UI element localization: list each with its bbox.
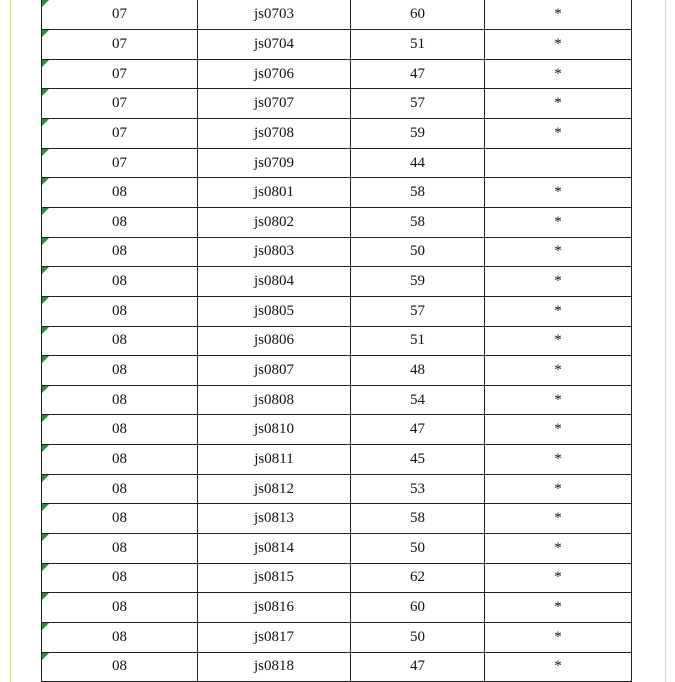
mark-cell[interactable]: *: [485, 237, 632, 267]
mark-cell[interactable]: *: [485, 445, 632, 475]
id-cell[interactable]: js0808: [198, 385, 351, 415]
table-row: [42, 89, 632, 119]
score-cell[interactable]: 48: [351, 356, 485, 386]
score-cell[interactable]: 51: [351, 326, 485, 356]
group-cell[interactable]: 08: [42, 534, 198, 564]
table-row: [42, 504, 632, 534]
group-cell[interactable]: 08: [42, 652, 198, 682]
id-cell[interactable]: js0816: [198, 593, 351, 623]
score-cell[interactable]: 59: [351, 119, 485, 149]
mark-cell[interactable]: *: [485, 474, 632, 504]
score-cell[interactable]: 47: [351, 652, 485, 682]
group-cell[interactable]: 08: [42, 445, 198, 475]
group-cell[interactable]: 08: [42, 356, 198, 386]
error-indicator-icon: [42, 119, 49, 126]
id-cell[interactable]: js0704: [198, 30, 351, 60]
group-cell[interactable]: 08: [42, 326, 198, 356]
mark-cell[interactable]: [485, 148, 632, 178]
error-indicator-icon: [42, 178, 49, 185]
error-indicator-icon: [42, 415, 49, 422]
id-cell[interactable]: js0707: [198, 89, 351, 119]
group-cell[interactable]: 08: [42, 207, 198, 237]
table-row: [42, 356, 632, 386]
error-indicator-icon: [42, 445, 49, 452]
table-row: [42, 385, 632, 415]
id-cell[interactable]: js0810: [198, 415, 351, 445]
table-row: [42, 59, 632, 89]
error-indicator-icon: [42, 297, 49, 304]
error-indicator-icon: [42, 356, 49, 363]
error-indicator-icon: [42, 60, 49, 67]
group-cell[interactable]: 08: [42, 622, 198, 652]
mark-cell[interactable]: *: [485, 415, 632, 445]
id-cell[interactable]: js0801: [198, 178, 351, 208]
mark-cell[interactable]: *: [485, 89, 632, 119]
mark-cell[interactable]: *: [485, 504, 632, 534]
id-cell[interactable]: js0709: [198, 148, 351, 178]
score-cell[interactable]: 60: [351, 593, 485, 623]
table-row: [42, 415, 632, 445]
id-cell[interactable]: js0803: [198, 237, 351, 267]
id-cell[interactable]: js0804: [198, 267, 351, 297]
score-cell[interactable]: 58: [351, 178, 485, 208]
score-cell[interactable]: 58: [351, 504, 485, 534]
mark-cell[interactable]: *: [485, 178, 632, 208]
id-cell[interactable]: js0802: [198, 207, 351, 237]
group-cell[interactable]: 08: [42, 267, 198, 297]
group-cell[interactable]: 07: [42, 59, 198, 89]
score-cell[interactable]: 58: [351, 207, 485, 237]
group-cell[interactable]: 08: [42, 296, 198, 326]
id-cell[interactable]: js0811: [198, 445, 351, 475]
score-cell[interactable]: 62: [351, 563, 485, 593]
id-cell[interactable]: js0815: [198, 563, 351, 593]
score-cell[interactable]: 47: [351, 59, 485, 89]
table-row: [42, 296, 632, 326]
score-cell[interactable]: 57: [351, 89, 485, 119]
mark-cell[interactable]: *: [485, 119, 632, 149]
right-margin-guide: [665, 0, 666, 682]
mark-cell[interactable]: *: [485, 534, 632, 564]
id-cell[interactable]: js0807: [198, 356, 351, 386]
error-indicator-icon: [42, 149, 49, 156]
group-cell[interactable]: 08: [42, 504, 198, 534]
score-cell[interactable]: 60: [351, 0, 485, 30]
left-margin-guide: [10, 0, 11, 682]
group-cell[interactable]: 08: [42, 237, 198, 267]
score-cell[interactable]: 50: [351, 534, 485, 564]
score-cell[interactable]: 50: [351, 622, 485, 652]
table-row: [42, 30, 632, 60]
group-cell[interactable]: 08: [42, 563, 198, 593]
table-row: [42, 326, 632, 356]
mark-cell[interactable]: *: [485, 0, 632, 30]
group-cell[interactable]: 07: [42, 89, 198, 119]
mark-cell[interactable]: *: [485, 296, 632, 326]
mark-cell[interactable]: *: [485, 622, 632, 652]
mark-cell[interactable]: *: [485, 30, 632, 60]
error-indicator-icon: [42, 327, 49, 334]
table-row: [42, 148, 632, 178]
table-row: [42, 119, 632, 149]
score-cell[interactable]: 57: [351, 296, 485, 326]
table-row: [42, 534, 632, 564]
group-cell[interactable]: 07: [42, 148, 198, 178]
score-cell[interactable]: 45: [351, 445, 485, 475]
error-indicator-icon: [42, 30, 49, 37]
mark-cell[interactable]: *: [485, 563, 632, 593]
mark-cell[interactable]: *: [485, 652, 632, 682]
score-cell[interactable]: 50: [351, 237, 485, 267]
mark-cell[interactable]: *: [485, 326, 632, 356]
table-row: [42, 652, 632, 682]
id-cell[interactable]: js0817: [198, 622, 351, 652]
mark-cell[interactable]: *: [485, 385, 632, 415]
table-row: [42, 563, 632, 593]
data-table-container: [41, 0, 631, 682]
id-cell[interactable]: js0706: [198, 59, 351, 89]
mark-cell[interactable]: *: [485, 267, 632, 297]
score-cell[interactable]: 59: [351, 267, 485, 297]
error-indicator-icon: [42, 475, 49, 482]
group-cell[interactable]: 08: [42, 385, 198, 415]
error-indicator-icon: [42, 267, 49, 274]
error-indicator-icon: [42, 534, 49, 541]
table-row: [42, 593, 632, 623]
error-indicator-icon: [42, 504, 49, 511]
table-row: [42, 445, 632, 475]
id-cell[interactable]: js0813: [198, 504, 351, 534]
id-cell[interactable]: js0708: [198, 119, 351, 149]
mark-cell[interactable]: *: [485, 207, 632, 237]
id-cell[interactable]: js0703: [198, 0, 351, 30]
id-cell[interactable]: js0806: [198, 326, 351, 356]
table-row: [42, 267, 632, 297]
error-indicator-icon: [42, 89, 49, 96]
id-cell[interactable]: js0812: [198, 474, 351, 504]
mark-cell[interactable]: *: [485, 356, 632, 386]
table-row: [42, 237, 632, 267]
error-indicator-icon: [42, 238, 49, 245]
error-indicator-icon: [42, 593, 49, 600]
error-indicator-icon: [42, 564, 49, 571]
error-indicator-icon: [42, 386, 49, 393]
table-row: [42, 207, 632, 237]
group-cell[interactable]: 08: [42, 178, 198, 208]
score-cell[interactable]: 54: [351, 385, 485, 415]
group-cell[interactable]: 08: [42, 474, 198, 504]
id-cell[interactable]: js0818: [198, 652, 351, 682]
group-cell[interactable]: 07: [42, 0, 198, 30]
table-row: [42, 178, 632, 208]
score-cell[interactable]: 53: [351, 474, 485, 504]
table-body: [42, 0, 632, 682]
error-indicator-icon: [42, 0, 49, 7]
table-row: [42, 474, 632, 504]
score-cell[interactable]: 47: [351, 415, 485, 445]
error-indicator-icon: [42, 653, 49, 660]
mark-cell[interactable]: *: [485, 59, 632, 89]
score-cell[interactable]: 51: [351, 30, 485, 60]
table-row: [42, 622, 632, 652]
error-indicator-icon: [42, 623, 49, 630]
group-cell[interactable]: 07: [42, 119, 198, 149]
group-cell[interactable]: 08: [42, 415, 198, 445]
data-table: [41, 0, 632, 682]
table-row: [42, 0, 632, 30]
error-indicator-icon: [42, 208, 49, 215]
score-cell[interactable]: 44: [351, 148, 485, 178]
group-cell[interactable]: 07: [42, 30, 198, 60]
id-cell[interactable]: js0805: [198, 296, 351, 326]
group-cell[interactable]: 08: [42, 593, 198, 623]
mark-cell[interactable]: *: [485, 593, 632, 623]
id-cell[interactable]: js0814: [198, 534, 351, 564]
